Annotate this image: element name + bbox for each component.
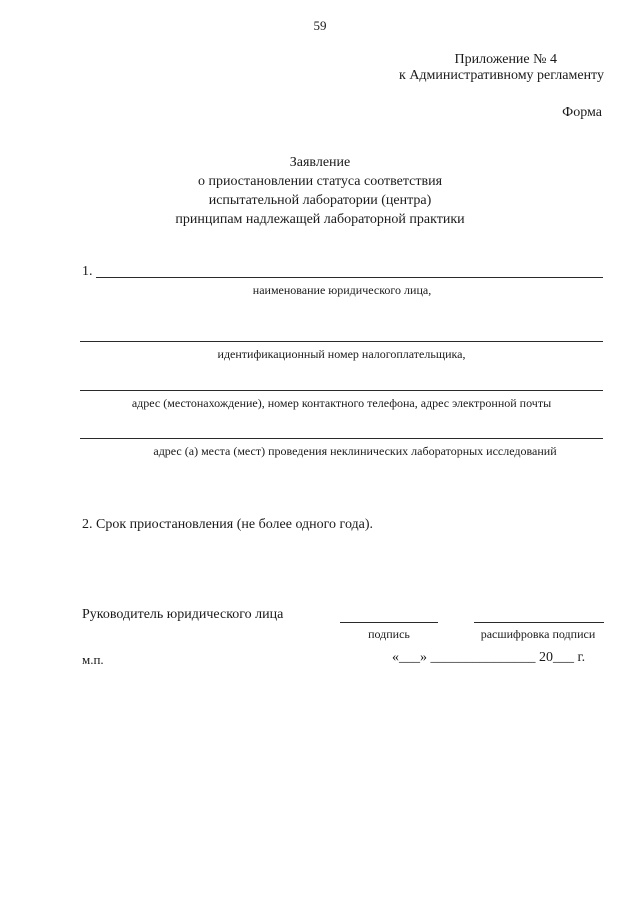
title-line-2: о приостановлении статуса соответствия	[197, 174, 443, 189]
date-day-blank[interactable]: ___	[399, 650, 420, 665]
signature-caption: подпись	[368, 627, 410, 641]
date-field[interactable]	[392, 650, 585, 666]
document-title: Заявление	[289, 155, 351, 170]
suspension-term: 2. Срок приостановления (не более одного года).	[82, 517, 374, 532]
address-caption: адрес (местонахождение), номер контактного телефона, адрес электронной почты	[131, 396, 552, 410]
inn-input-line[interactable]	[80, 341, 603, 342]
item-1-number: 1.	[82, 264, 93, 279]
sites-caption: адрес (а) места (мест) проведения неклинических лабораторных исследований	[153, 444, 557, 458]
title-line-4: принципам надлежащей лабораторной практики	[175, 212, 465, 227]
title-line-3: испытательной лаборатории (центра)	[208, 193, 432, 208]
sites-input-line[interactable]	[80, 438, 603, 439]
date-month-blank[interactable]: _______________	[430, 650, 536, 665]
decoding-caption: расшифровка подписи	[480, 627, 596, 641]
appendix-reference: к Административному регламенту	[399, 68, 604, 83]
appendix-number: Приложение № 4	[454, 52, 557, 67]
signature-line[interactable]	[340, 622, 438, 623]
head-of-entity-label: Руководитель юридического лица	[82, 607, 284, 622]
address-input-line[interactable]	[80, 390, 603, 391]
date-year-prefix: 20	[539, 650, 553, 665]
form-label: Форма	[562, 105, 602, 120]
name-caption: наименование юридического лица,	[252, 283, 432, 297]
page-number: 59	[313, 18, 327, 33]
decoding-line[interactable]	[474, 622, 604, 623]
date-close-quote: »	[420, 650, 427, 665]
name-input-line[interactable]	[96, 277, 603, 278]
stamp-label: м.п.	[82, 652, 104, 667]
date-year-blank[interactable]: ___	[553, 650, 574, 665]
date-year-suffix: г.	[577, 650, 586, 665]
date-open-quote: «	[392, 650, 399, 665]
inn-caption: идентификационный номер налогоплательщика,	[217, 347, 466, 361]
